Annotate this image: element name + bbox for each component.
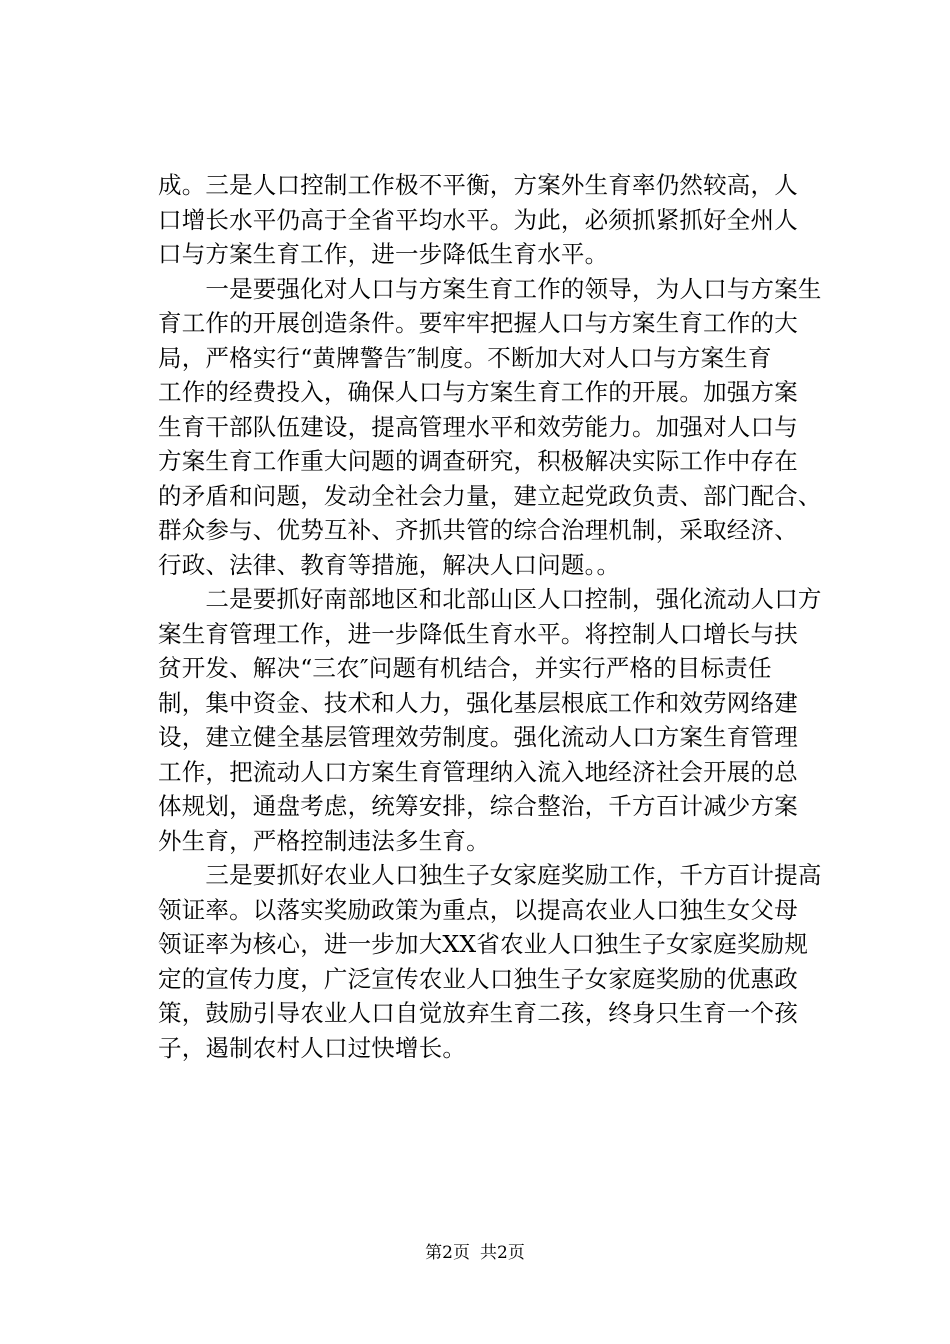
text-line: 领证率。以落实奖励政策为重点，以提高农业人口独生女父母: [158, 895, 798, 924]
text-line: 策，鼓励引导农业人口自觉放弃生育二孩，终身只生育一个孩: [158, 999, 798, 1027]
text-line: 口与方案生育工作，进一步降低生育水平。: [158, 240, 609, 268]
text-line: 行政、法律、教育等措施，解决人口问题。。: [158, 550, 621, 579]
text-line: 领证率为核心，进一步加大XX省农业人口独生子女家庭奖励规: [158, 930, 809, 958]
text-line: 工作的经费投入，确保人口与方案生育工作的开展。加强方案: [158, 378, 798, 406]
text-line: 制，集中资金、技术和人力，强化基层根底工作和效劳网络建: [158, 688, 798, 717]
text-line: 三是要抓好农业人口独生子女家庭奖励工作，千方百计提高: [158, 861, 822, 889]
text-line: 的矛盾和问题，发动全社会力量，建立起党政负责、部门配合、: [158, 481, 822, 510]
text-line: 贫开发、解决“三农″问题有机结合，并实行严格的目标责任: [158, 654, 772, 682]
text-line: 育工作的开展创造条件。要牢牢把握人口与方案生育工作的大: [158, 309, 798, 337]
text-line: 群众参与、优势互补、齐抓共管的综合治理机制，采取经济、: [158, 516, 798, 544]
text-line: 一是要强化对人口与方案生育工作的领导，为人口与方案生: [158, 274, 822, 303]
text-line: 案生育管理工作，进一步降低生育水平。将控制人口增长与扶: [158, 619, 798, 648]
text-line: 生育干部队伍建设，提高管理水平和效劳能力。加强对人口与: [158, 412, 798, 441]
text-line: 口增长水平仍高于全省平均水平。为此，必须抓紧抓好全州人: [158, 205, 798, 234]
text-line: 子，遏制农村人口过快增长。: [158, 1033, 467, 1062]
page-footer: [0, 1242, 950, 1264]
text-line: 二是要抓好南部地区和北部山区人口控制，强化流动人口方: [158, 585, 822, 613]
text-line: 局，严格实行“黄牌警告″制度。不断加大对人口与方案生育: [158, 343, 772, 372]
text-line: 外生育，严格控制违法多生育。: [158, 826, 490, 855]
text-line: 设，建立健全基层管理效劳制度。强化流动人口方案生育管理: [158, 723, 798, 751]
text-line: 工作，把流动人口方案生育管理纳入流入地经济社会开展的总: [158, 757, 798, 786]
document-body: [158, 168, 834, 1065]
text-line: 方案生育工作重大问题的调查研究，积极解决实际工作中存在: [158, 447, 798, 475]
page-number: 第2页: [425, 1243, 470, 1263]
text-line: 体规划，通盘考虑，统筹安排，综合整治，千方百计减少方案: [158, 792, 798, 820]
text-line: 成。三是人口控制工作极不平衡，方案外生育率仍然较高，人: [158, 171, 798, 199]
page-total: 共2页: [480, 1243, 525, 1263]
text-line: 定的宣传力度，广泛宣传农业人口独生子女家庭奖励的优惠政: [158, 964, 798, 993]
